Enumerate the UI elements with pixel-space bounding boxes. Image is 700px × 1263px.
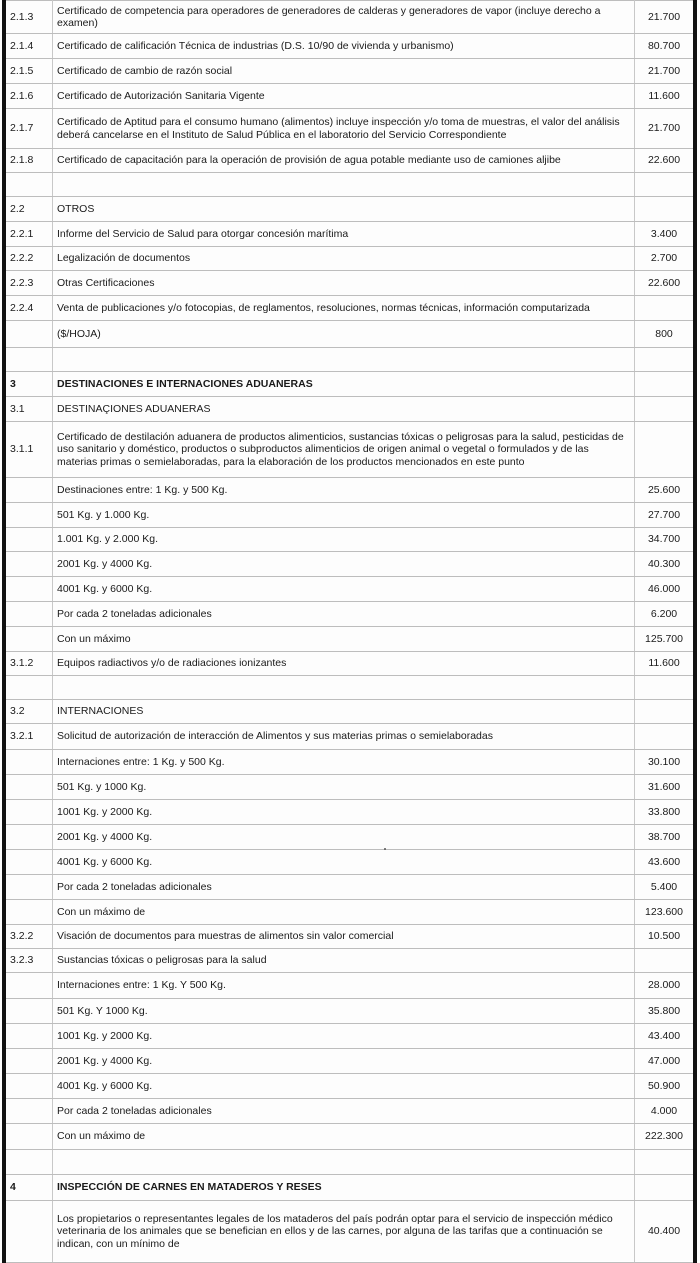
- item-description: Certificado de Aptitud para el consumo humano (alimentos) incluye inspección y/o toma de muestras, el valor del análisis deberá cancelarse en el Instituto de Salud Pública en el laboratorio del Servicio Correspondiente: [53, 109, 635, 149]
- item-code: 3.2.3: [4, 949, 53, 973]
- table-row: [4, 271, 695, 296]
- table-row: [4, 800, 695, 825]
- item-description: Certificado de calificación Técnica de industrias (D.S. 10/90 de vivienda y urbanismo): [53, 34, 635, 59]
- table-row: [4, 652, 695, 676]
- item-value: 11.600: [635, 652, 696, 676]
- table-row: [4, 222, 695, 247]
- item-value: [635, 372, 696, 397]
- item-code: [4, 577, 53, 602]
- item-description: Venta de publicaciones y/o fotocopias, de reglamentos, resoluciones, normas técnicas, información computarizada: [53, 296, 635, 321]
- table-row: [4, 775, 695, 800]
- item-value: [635, 1175, 696, 1201]
- item-code: 2.1.7: [4, 109, 53, 149]
- item-description: Certificado de destilación aduanera de productos alimenticios, sustancias tóxicas o peligrosas para la salud, pesticidas de uso sanitario y doméstico, productos o subproductos alimenticios de origen animal o vegetal o formulados y de las materias primas o semielaboradas, para la elaboración de los productos mencionados en este punto: [53, 422, 635, 478]
- item-code: 2.2.1: [4, 222, 53, 247]
- item-code: 2.2.4: [4, 296, 53, 321]
- item-description: Certificado de capacitación para la operación de provisión de agua potable mediante uso de camiones aljibe: [53, 149, 635, 173]
- blank-row: [4, 173, 695, 197]
- table-row: [4, 900, 695, 925]
- item-value: 5.400: [635, 875, 696, 900]
- section-header-row: [4, 372, 695, 397]
- item-value: 40.300: [635, 552, 696, 577]
- table-row: [4, 602, 695, 627]
- item-value: 30.100: [635, 750, 696, 775]
- item-value: 43.400: [635, 1024, 696, 1049]
- item-value: 6.200: [635, 602, 696, 627]
- item-description: Sustancias tóxicas o peligrosas para la salud: [53, 949, 635, 973]
- item-value: 40.400: [635, 1201, 696, 1263]
- table-row: [4, 1099, 695, 1124]
- table-row: [4, 84, 695, 109]
- item-code: [4, 850, 53, 875]
- item-value: 27.700: [635, 503, 696, 528]
- item-code: [4, 348, 53, 372]
- section-header-row: [4, 700, 695, 724]
- item-value: [635, 197, 696, 222]
- table-row: [4, 503, 695, 528]
- item-description: 2001 Kg. y 4000 Kg.: [53, 552, 635, 577]
- item-description: Con un máximo de: [53, 1124, 635, 1150]
- item-value: [635, 173, 696, 197]
- blank-row: [4, 676, 695, 700]
- item-code: [4, 676, 53, 700]
- item-value: 800: [635, 321, 696, 348]
- item-description: 501 Kg. y 1.000 Kg.: [53, 503, 635, 528]
- item-value: [635, 676, 696, 700]
- item-value: 22.600: [635, 149, 696, 173]
- item-code: [4, 602, 53, 627]
- item-description: [53, 1150, 635, 1175]
- item-description: ($/HOJA): [53, 321, 635, 348]
- item-description: Otras Certificaciones: [53, 271, 635, 296]
- table-row: [4, 577, 695, 602]
- table-row: [4, 724, 695, 750]
- item-value: [635, 700, 696, 724]
- item-value: 125.700: [635, 627, 696, 652]
- table-row: [4, 59, 695, 84]
- item-description: Informe del Servicio de Salud para otorgar concesión marítima: [53, 222, 635, 247]
- table-row: [4, 1201, 695, 1263]
- table-row: [4, 825, 695, 850]
- item-description: Internaciones entre: 1 Kg. y 500 Kg.: [53, 750, 635, 775]
- table-row: [4, 296, 695, 321]
- table-row: [4, 149, 695, 173]
- item-code: 2.2.2: [4, 247, 53, 271]
- item-code: 4: [4, 1175, 53, 1201]
- item-value: [635, 422, 696, 478]
- table-row: [4, 850, 695, 875]
- item-description: Por cada 2 toneladas adicionales: [53, 875, 635, 900]
- table-row: [4, 999, 695, 1024]
- section-header-row: [4, 397, 695, 422]
- item-code: [4, 528, 53, 552]
- item-description: Internaciones entre: 1 Kg. Y 500 Kg.: [53, 973, 635, 999]
- item-description: [53, 676, 635, 700]
- table-row: [4, 1024, 695, 1049]
- blank-row: [4, 1150, 695, 1175]
- item-description: Legalización de documentos: [53, 247, 635, 271]
- item-code: 3.2.2: [4, 925, 53, 949]
- item-value: 43.600: [635, 850, 696, 875]
- item-value: [635, 348, 696, 372]
- item-value: 35.800: [635, 999, 696, 1024]
- item-value: 3.400: [635, 222, 696, 247]
- item-value: 31.600: [635, 775, 696, 800]
- item-value: [635, 397, 696, 422]
- item-code: 2.1.5: [4, 59, 53, 84]
- item-code: 3.1: [4, 397, 53, 422]
- item-code: [4, 900, 53, 925]
- item-value: [635, 724, 696, 750]
- item-code: [4, 1150, 53, 1175]
- scan-speck: [384, 848, 386, 850]
- table-row: [4, 875, 695, 900]
- item-description: 501 Kg. Y 1000 Kg.: [53, 999, 635, 1024]
- item-description: 2001 Kg. y 4000 Kg.: [53, 1049, 635, 1074]
- tariff-table: [2, 0, 697, 1263]
- item-code: [4, 173, 53, 197]
- item-value: 10.500: [635, 925, 696, 949]
- table-row: [4, 528, 695, 552]
- item-value: 11.600: [635, 84, 696, 109]
- item-code: 2.1.4: [4, 34, 53, 59]
- table-row: [4, 321, 695, 348]
- item-code: [4, 775, 53, 800]
- item-code: [4, 750, 53, 775]
- table-row: [4, 750, 695, 775]
- table-row: [4, 925, 695, 949]
- item-code: [4, 973, 53, 999]
- item-code: [4, 999, 53, 1024]
- item-description: Visación de documentos para muestras de alimentos sin valor comercial: [53, 925, 635, 949]
- table-row: [4, 949, 695, 973]
- section-header-row: [4, 1175, 695, 1201]
- item-description: Solicitud de autorización de interacción de Alimentos y sus materias primas o semielaboradas: [53, 724, 635, 750]
- item-value: 21.700: [635, 1, 696, 34]
- item-description: Con un máximo de: [53, 900, 635, 925]
- item-description: 4001 Kg. y 6000 Kg.: [53, 850, 635, 875]
- item-description: 501 Kg. y 1000 Kg.: [53, 775, 635, 800]
- item-code: [4, 1049, 53, 1074]
- item-code: [4, 627, 53, 652]
- item-description: INTERNACIONES: [53, 700, 635, 724]
- item-description: Destinaciones entre: 1 Kg. y 500 Kg.: [53, 478, 635, 503]
- item-code: 3.1.2: [4, 652, 53, 676]
- item-description: [53, 173, 635, 197]
- table-row: [4, 627, 695, 652]
- item-description: OTROS: [53, 197, 635, 222]
- item-code: 2.1.8: [4, 149, 53, 173]
- item-code: 3.2: [4, 700, 53, 724]
- item-code: 3: [4, 372, 53, 397]
- item-value: 22.600: [635, 271, 696, 296]
- item-value: 47.000: [635, 1049, 696, 1074]
- item-value: 222.300: [635, 1124, 696, 1150]
- item-code: 2.1.6: [4, 84, 53, 109]
- table-row: [4, 247, 695, 271]
- item-description: DESTINAÇIONES ADUANERAS: [53, 397, 635, 422]
- item-code: [4, 321, 53, 348]
- item-value: 34.700: [635, 528, 696, 552]
- item-description: 4001 Kg. y 6000 Kg.: [53, 1074, 635, 1099]
- item-code: [4, 1099, 53, 1124]
- table-row: [4, 552, 695, 577]
- item-value: 46.000: [635, 577, 696, 602]
- item-description: 2001 Kg. y 4000 Kg.: [53, 825, 635, 850]
- item-description: INSPECCIÓN DE CARNES EN MATADEROS Y RESES: [53, 1175, 635, 1201]
- item-description: 4001 Kg. y 6000 Kg.: [53, 577, 635, 602]
- item-description: 1001 Kg. y 2000 Kg.: [53, 800, 635, 825]
- item-description: Certificado de cambio de razón social: [53, 59, 635, 84]
- item-value: 123.600: [635, 900, 696, 925]
- item-value: 2.700: [635, 247, 696, 271]
- item-code: [4, 1201, 53, 1263]
- item-code: [4, 825, 53, 850]
- item-value: [635, 1150, 696, 1175]
- item-value: 25.600: [635, 478, 696, 503]
- item-code: [4, 478, 53, 503]
- item-code: 2.2.3: [4, 271, 53, 296]
- item-code: 2.2: [4, 197, 53, 222]
- item-value: 38.700: [635, 825, 696, 850]
- item-value: 80.700: [635, 34, 696, 59]
- table-row: [4, 422, 695, 478]
- item-value: 4.000: [635, 1099, 696, 1124]
- item-description: Con un máximo: [53, 627, 635, 652]
- item-value: 33.800: [635, 800, 696, 825]
- item-description: Equipos radiactivos y/o de radiaciones ionizantes: [53, 652, 635, 676]
- table-row: [4, 1049, 695, 1074]
- item-description: Certificado de competencia para operadores de generadores de calderas y generadores de vapor (incluye derecho a examen): [53, 1, 635, 34]
- item-code: [4, 552, 53, 577]
- table-row: [4, 34, 695, 59]
- item-code: [4, 800, 53, 825]
- table-row: [4, 1, 695, 34]
- table-row: [4, 1074, 695, 1099]
- item-description: Certificado de Autorización Sanitaria Vigente: [53, 84, 635, 109]
- item-code: [4, 875, 53, 900]
- item-code: 3.2.1: [4, 724, 53, 750]
- item-description: 1.001 Kg. y 2.000 Kg.: [53, 528, 635, 552]
- item-code: 3.1.1: [4, 422, 53, 478]
- table-row: [4, 109, 695, 149]
- item-value: 50.900: [635, 1074, 696, 1099]
- item-description: Por cada 2 toneladas adicionales: [53, 1099, 635, 1124]
- item-description: DESTINACIONES E INTERNACIONES ADUANERAS: [53, 372, 635, 397]
- table-row: [4, 1124, 695, 1150]
- item-value: [635, 949, 696, 973]
- item-value: 28.000: [635, 973, 696, 999]
- item-value: 21.700: [635, 109, 696, 149]
- item-code: [4, 503, 53, 528]
- item-value: 21.700: [635, 59, 696, 84]
- section-header-row: [4, 197, 695, 222]
- item-code: [4, 1024, 53, 1049]
- item-code: 2.1.3: [4, 1, 53, 34]
- blank-row: [4, 348, 695, 372]
- item-description: Los propietarios o representantes legales de los mataderos del país podrán optar para el servicio de inspección médico veterinaria de los animales que se benefician en ellos y de las carnes, por alguna de las tarifas que a continuación se indican, con un mínimo de: [53, 1201, 635, 1263]
- table-row: [4, 973, 695, 999]
- table-row: [4, 478, 695, 503]
- item-description: Por cada 2 toneladas adicionales: [53, 602, 635, 627]
- item-description: 1001 Kg. y 2000 Kg.: [53, 1024, 635, 1049]
- item-value: [635, 296, 696, 321]
- item-code: [4, 1074, 53, 1099]
- item-description: [53, 348, 635, 372]
- item-code: [4, 1124, 53, 1150]
